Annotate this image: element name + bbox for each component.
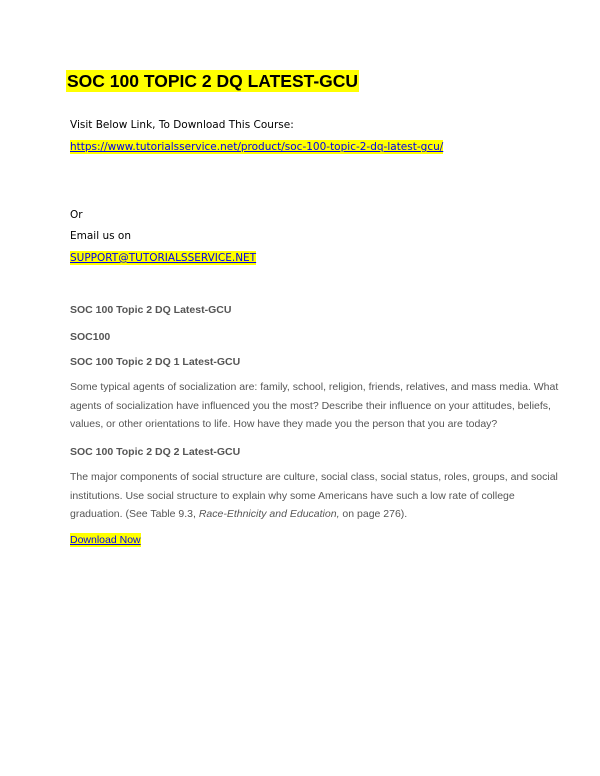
dq2-line — [70, 505, 540, 524]
dq2-line: institutions. Use social structure to explain why some Americans have such a low rate of college — [70, 489, 515, 502]
dq2-paragraph — [70, 468, 558, 524]
email-link[interactable]: SUPPORT@TUTORIALSSERVICE.NET — [70, 252, 257, 264]
intro-text: Visit Below Link, To Download This Course: — [70, 119, 294, 131]
dq2-line: The major components of social structure are culture, social class, social status, roles, groups, and social — [70, 471, 558, 483]
dq2-line3-pre: graduation. (See Table 9.3, — [70, 508, 199, 520]
email-label: Email us on — [70, 230, 132, 242]
dq1-paragraph — [70, 378, 559, 434]
or-text: Or — [70, 209, 83, 221]
dq1-title: SOC 100 Topic 2 DQ 1 Latest-GCU — [70, 356, 241, 368]
dq1-line: agents of socialization have influenced you the most? Describe their influence on your attitudes, beliefs, — [70, 399, 551, 412]
course-code: SOC100 — [70, 331, 111, 343]
download-now-link[interactable]: Download Now — [70, 534, 141, 546]
content-heading: SOC 100 Topic 2 DQ Latest-GCU — [70, 304, 232, 316]
course-link[interactable]: https://www.tutorialsservice.net/product/soc-100-topic-2-dq-latest-gcu/ — [70, 141, 444, 153]
dq1-line: values, or other orientations to life. How have they made you the person that you are today? — [70, 418, 498, 430]
dq1-line: Some typical agents of socialization are: family, school, religion, friends, relatives, and mass media. What — [70, 381, 559, 393]
dq2-line3-post: on page 276). — [339, 508, 408, 520]
dq2-line3-italic: Race-Ethnicity and Education, — [198, 508, 340, 520]
page-title: SOC 100 TOPIC 2 DQ LATEST-GCU — [67, 71, 359, 91]
dq2-title: SOC 100 Topic 2 DQ 2 Latest-GCU — [70, 446, 241, 458]
